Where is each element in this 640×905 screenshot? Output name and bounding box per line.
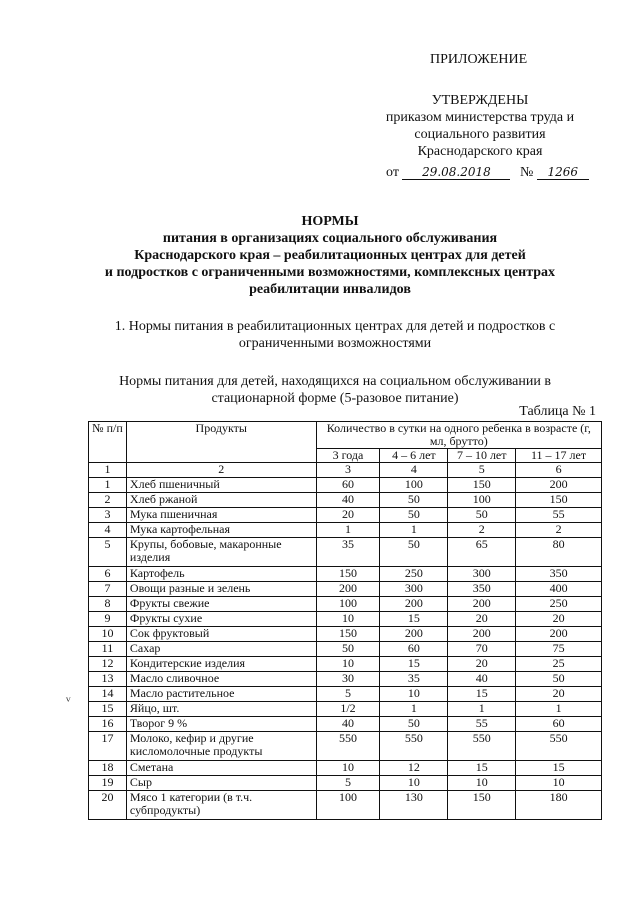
row-number: 9 <box>89 612 127 627</box>
norm-value: 300 <box>448 567 516 582</box>
norm-value: 100 <box>380 478 448 493</box>
norm-value: 550 <box>516 732 602 761</box>
section-line: 1. Нормы питания в реабилитационных центрах для детей и подростков с <box>114 319 556 334</box>
norm-value: 550 <box>448 732 516 761</box>
appendix-label: ПРИЛОЖЕНИЕ <box>430 52 528 67</box>
norm-value: 350 <box>448 582 516 597</box>
table-row <box>89 717 602 732</box>
norm-value: 20 <box>316 508 380 523</box>
header-age: 4 – 6 лет <box>380 449 448 463</box>
product-name: Хлеб пшеничный <box>126 478 316 493</box>
product-name: Мука картофельная <box>126 523 316 538</box>
product-name: Сахар <box>126 642 316 657</box>
norm-value: 200 <box>516 627 602 642</box>
norm-value: 10 <box>316 657 380 672</box>
norm-value: 60 <box>316 478 380 493</box>
table-row <box>89 702 602 717</box>
norm-value: 200 <box>448 627 516 642</box>
header-product: Продукты <box>126 422 316 463</box>
norm-value: 65 <box>448 538 516 567</box>
row-number: 4 <box>89 523 127 538</box>
row-number: 5 <box>89 538 127 567</box>
norm-value: 100 <box>316 597 380 612</box>
row-number: 11 <box>89 642 127 657</box>
table-row <box>89 642 602 657</box>
row-number: 20 <box>89 791 127 820</box>
norm-value: 12 <box>380 761 448 776</box>
norm-value: 250 <box>380 567 448 582</box>
table-row <box>89 597 602 612</box>
norm-value: 180 <box>516 791 602 820</box>
norm-value: 50 <box>380 717 448 732</box>
norm-value: 200 <box>516 478 602 493</box>
header-age: 11 – 17 лет <box>516 449 602 463</box>
norm-value: 100 <box>448 493 516 508</box>
row-number: 18 <box>89 761 127 776</box>
header-quantity: Количество в сутки на одного ребенка в возрасте (г, мл, брутто) <box>316 422 601 449</box>
date-prefix: от <box>386 165 399 180</box>
product-name: Творог 9 % <box>126 717 316 732</box>
norm-value: 50 <box>448 508 516 523</box>
norm-value: 300 <box>380 582 448 597</box>
norm-value: 20 <box>516 687 602 702</box>
norm-value: 50 <box>380 538 448 567</box>
row-number: 6 <box>89 567 127 582</box>
norm-value: 15 <box>516 761 602 776</box>
norm-value: 1 <box>516 702 602 717</box>
header-age: 7 – 10 лет <box>448 449 516 463</box>
norm-value: 10 <box>380 776 448 791</box>
norm-value: 1 <box>316 523 380 538</box>
norm-value: 550 <box>316 732 380 761</box>
table-row <box>89 732 602 761</box>
norm-value: 550 <box>380 732 448 761</box>
table-row <box>89 523 602 538</box>
row-number: 15 <box>89 702 127 717</box>
row-number: 13 <box>89 672 127 687</box>
row-number: 2 <box>89 493 127 508</box>
table-row <box>89 508 602 523</box>
product-name: Сыр <box>126 776 316 791</box>
approval-date-line <box>386 165 589 181</box>
heading-line: и подростков с ограниченными возможностями, комплексных центрах <box>104 265 556 280</box>
approval-line: приказом министерства труда и <box>385 110 575 125</box>
norm-value: 20 <box>448 657 516 672</box>
column-number: 2 <box>126 463 316 478</box>
product-name: Масло растительное <box>126 687 316 702</box>
norm-value: 400 <box>516 582 602 597</box>
subsection-line: Нормы питания для детей, находящихся на социальном обслуживании в <box>119 374 551 389</box>
norm-value: 20 <box>516 612 602 627</box>
table-row <box>89 791 602 820</box>
norm-value: 200 <box>316 582 380 597</box>
norm-value: 40 <box>316 493 380 508</box>
norm-value: 60 <box>380 642 448 657</box>
product-name: Овощи разные и зелень <box>126 582 316 597</box>
norm-value: 15 <box>380 612 448 627</box>
table-row <box>89 538 602 567</box>
norm-value: 55 <box>448 717 516 732</box>
product-name: Сметана <box>126 761 316 776</box>
row-number: 10 <box>89 627 127 642</box>
product-name: Мука пшеничная <box>126 508 316 523</box>
norm-value: 80 <box>516 538 602 567</box>
norm-value: 150 <box>448 478 516 493</box>
norm-value: 40 <box>316 717 380 732</box>
norm-value: 10 <box>516 776 602 791</box>
norm-value: 30 <box>316 672 380 687</box>
heading-line: Краснодарского края – реабилитационных центрах для детей <box>134 248 526 263</box>
product-name: Молоко, кефир и другие кисломолочные продукты <box>126 732 316 761</box>
handwritten-date: 29.08.2018 <box>402 165 510 180</box>
norm-value: 75 <box>516 642 602 657</box>
table-row <box>89 582 602 597</box>
norm-value: 35 <box>316 538 380 567</box>
norm-value: 1 <box>380 523 448 538</box>
norm-value: 55 <box>516 508 602 523</box>
norm-value: 5 <box>316 776 380 791</box>
column-number: 1 <box>89 463 127 478</box>
row-number: 8 <box>89 597 127 612</box>
norm-value: 60 <box>516 717 602 732</box>
column-number: 4 <box>380 463 448 478</box>
norm-value: 1 <box>380 702 448 717</box>
approval-block <box>380 92 580 160</box>
norm-value: 250 <box>516 597 602 612</box>
norm-value: 50 <box>380 508 448 523</box>
norm-value: 10 <box>448 776 516 791</box>
norm-value: 150 <box>448 791 516 820</box>
norm-value: 35 <box>380 672 448 687</box>
approval-line: социального развития <box>414 127 546 142</box>
product-name: Картофель <box>126 567 316 582</box>
norm-value: 15 <box>448 761 516 776</box>
norm-value: 200 <box>380 627 448 642</box>
table-row <box>89 627 602 642</box>
norm-value: 15 <box>380 657 448 672</box>
norm-value: 10 <box>316 761 380 776</box>
approval-title: УТВЕРЖДЕНЫ <box>431 93 529 108</box>
table-row <box>89 776 602 791</box>
norm-value: 150 <box>516 493 602 508</box>
norm-value: 2 <box>516 523 602 538</box>
norm-value: 25 <box>516 657 602 672</box>
table-row <box>89 478 602 493</box>
header-num: № п/п <box>89 422 127 463</box>
norm-value: 50 <box>380 493 448 508</box>
row-number: 19 <box>89 776 127 791</box>
row-number: 12 <box>89 657 127 672</box>
margin-mark: ⱽ <box>66 697 71 708</box>
norm-value: 50 <box>316 642 380 657</box>
product-name: Сок фруктовый <box>126 627 316 642</box>
norm-value: 10 <box>316 612 380 627</box>
heading-line: питания в организациях социального обслуживания <box>162 231 498 246</box>
row-number: 1 <box>89 478 127 493</box>
table-caption: Таблица № 1 <box>519 404 596 419</box>
product-name: Кондитерские изделия <box>126 657 316 672</box>
norm-value: 70 <box>448 642 516 657</box>
row-number: 3 <box>89 508 127 523</box>
norm-value: 5 <box>316 687 380 702</box>
column-number: 6 <box>516 463 602 478</box>
nutrition-norms-table <box>88 421 602 820</box>
column-number: 3 <box>316 463 380 478</box>
product-name: Яйцо, шт. <box>126 702 316 717</box>
table-row <box>89 672 602 687</box>
norm-value: 15 <box>448 687 516 702</box>
handwritten-number: 1266 <box>537 165 589 180</box>
subsection-title <box>100 373 570 407</box>
table-row <box>89 687 602 702</box>
norm-value: 150 <box>316 627 380 642</box>
norm-value: 130 <box>380 791 448 820</box>
norm-value: 10 <box>380 687 448 702</box>
section-line: ограниченными возможностями <box>238 336 432 351</box>
heading-line: реабилитации инвалидов <box>249 282 411 297</box>
product-name: Масло сливочное <box>126 672 316 687</box>
table-row <box>89 657 602 672</box>
number-prefix: № <box>519 165 534 180</box>
norm-value: 100 <box>316 791 380 820</box>
section-title <box>100 318 570 352</box>
table-row <box>89 761 602 776</box>
approval-line: Краснодарского края <box>417 144 543 159</box>
norm-value: 1/2 <box>316 702 380 717</box>
product-name: Мясо 1 категории (в т.ч. субпродукты) <box>126 791 316 820</box>
table-row <box>89 567 602 582</box>
product-name: Крупы, бобовые, макаронные изделия <box>126 538 316 567</box>
norm-value: 20 <box>448 612 516 627</box>
subsection-line: стационарной форме (5-разовое питание) <box>211 391 459 406</box>
table-row <box>89 612 602 627</box>
product-name: Хлеб ржаной <box>126 493 316 508</box>
row-number: 7 <box>89 582 127 597</box>
row-number: 17 <box>89 732 127 761</box>
norm-value: 200 <box>380 597 448 612</box>
product-name: Фрукты сухие <box>126 612 316 627</box>
heading-title: НОРМЫ <box>301 214 359 229</box>
norm-value: 40 <box>448 672 516 687</box>
row-number: 14 <box>89 687 127 702</box>
table-row <box>89 493 602 508</box>
product-name: Фрукты свежие <box>126 597 316 612</box>
norm-value: 2 <box>448 523 516 538</box>
norm-value: 150 <box>316 567 380 582</box>
row-number: 16 <box>89 717 127 732</box>
header-age: 3 года <box>316 449 380 463</box>
norm-value: 350 <box>516 567 602 582</box>
column-number: 5 <box>448 463 516 478</box>
norm-value: 1 <box>448 702 516 717</box>
norm-value: 200 <box>448 597 516 612</box>
norm-value: 50 <box>516 672 602 687</box>
document-heading <box>100 213 560 298</box>
